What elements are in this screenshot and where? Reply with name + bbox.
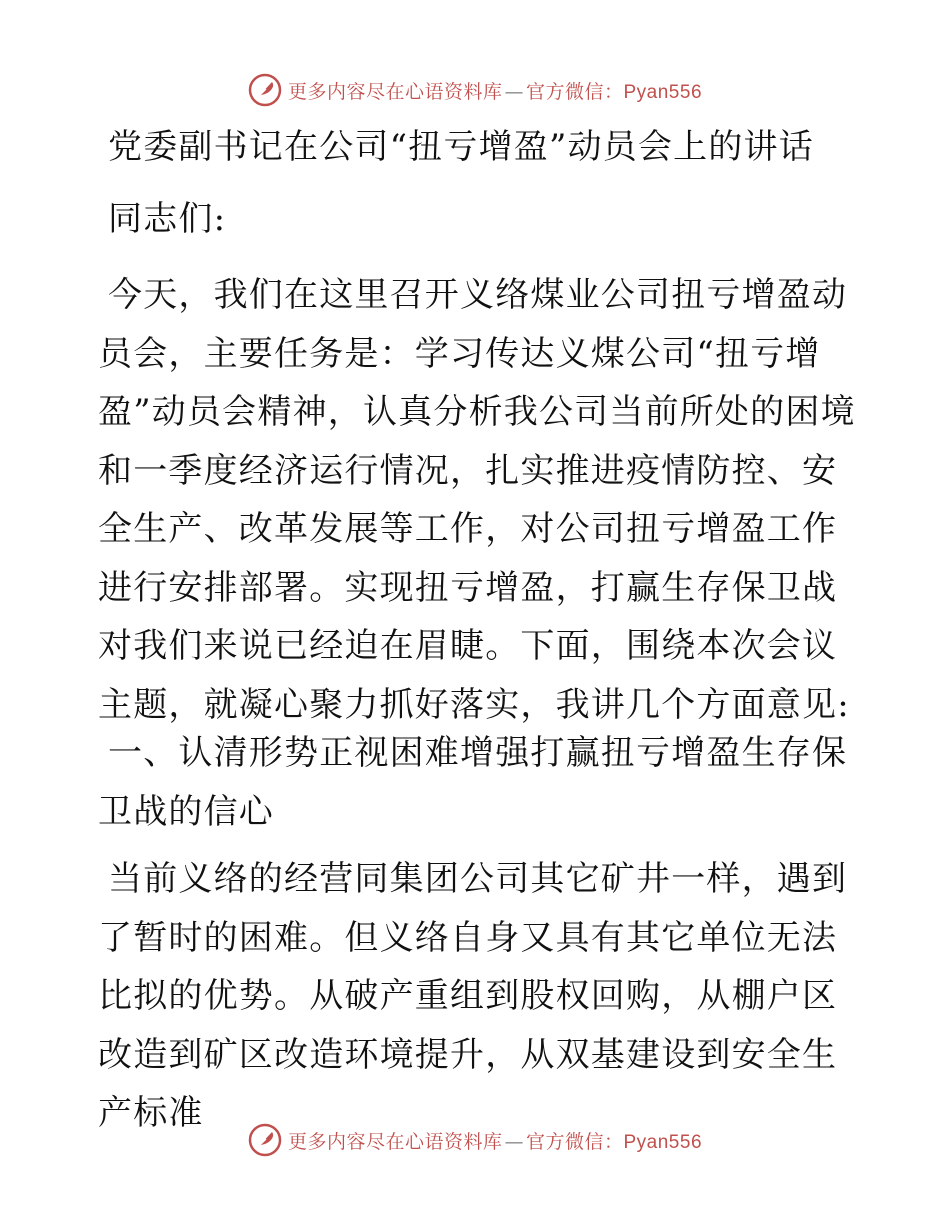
section-heading-1: 一、认清形势正视困难增强打赢扭亏增盈生存保卫战的信心 xyxy=(98,733,848,832)
document-title: 党委副书记在公司“扭亏增盈”动员会上的讲话 xyxy=(108,127,814,167)
watermark-text xyxy=(288,1127,702,1154)
header-watermark xyxy=(0,70,950,110)
salutation: 同志们: xyxy=(108,199,227,239)
watermark-separator: — xyxy=(504,1130,524,1153)
watermark-id: Pyan556 xyxy=(623,1131,703,1153)
watermark-official: 官方微信： xyxy=(525,1130,624,1153)
watermark-id: Pyan556 xyxy=(623,81,703,103)
feather-pen-logo-icon xyxy=(248,1123,282,1157)
watermark-main: 更多内容尽在心语资料库 xyxy=(287,1130,503,1153)
watermark-separator: — xyxy=(504,80,524,103)
watermark-main: 更多内容尽在心语资料库 xyxy=(287,80,503,103)
paragraph-2: 当前义络的经营同集团公司其它矿井一样，遇到了暂时的困难。但义络自身又具有其它单位无法比拟的优势。从破产重组到股权回购，从棚户区改造到矿区改造环境提升，从双基建设到安全生产标准 xyxy=(98,859,848,1133)
footer-watermark xyxy=(0,1120,950,1160)
feather-pen-logo-icon xyxy=(248,73,282,107)
watermark-text xyxy=(288,77,702,104)
watermark-official: 官方微信： xyxy=(525,80,624,103)
paragraph-1: 今天，我们在这里召开义络煤业公司扭亏增盈动员会，主要任务是：学习传达义煤公司“扭亏增盈”动员会精神，认真分析我公司当前所处的困境和一季度经济运行情况，扎实推进疫情防控、安全生产、改革发展等工作，对公司扭亏增盈工作进行安排部署。实现扭亏增盈，打赢生存保卫战对我们来说已经迫在眉睫。下面，围绕本次会议主题，就凝心聚力抓好落实，我讲几个方面意见: xyxy=(98,275,856,725)
